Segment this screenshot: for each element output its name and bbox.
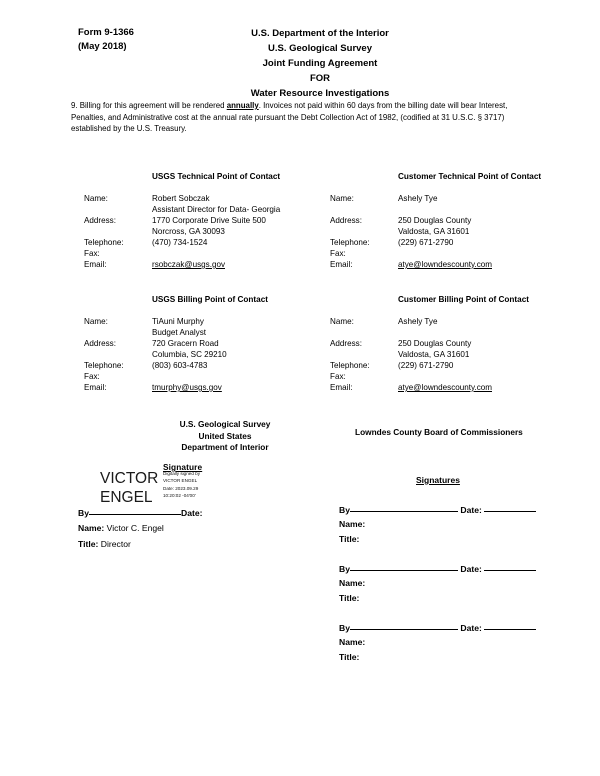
label-email: Email: xyxy=(84,383,107,392)
contact-row-name-secondary xyxy=(330,204,580,215)
label-fax: Fax: xyxy=(84,249,100,258)
customer-billing-address-line-2: Valdosta, GA 31601 xyxy=(398,350,470,359)
customer-billing-name: Ashely Tye xyxy=(398,317,438,326)
customer-billing-telephone: (229) 671-2790 xyxy=(398,361,454,370)
customer-technical-address-line-2: Valdosta, GA 31601 xyxy=(398,227,470,236)
billing-emphasis-annually: annually xyxy=(226,101,259,110)
contact-row-address xyxy=(330,338,580,349)
usgs-signer-name-line xyxy=(78,523,164,533)
contact-row-fax xyxy=(84,248,334,259)
contact-row-email xyxy=(330,382,580,393)
signature-title-row: Title: xyxy=(339,593,360,603)
usgs-billing-name: TiAuni Murphy xyxy=(152,317,204,326)
contact-row-telephone xyxy=(84,237,334,248)
usgs-signature-by-line xyxy=(78,508,203,518)
usgs-signer-title-line xyxy=(78,539,131,549)
customer-org-heading: Lowndes County Board of Commissioners xyxy=(355,427,523,437)
signature-name-row: Name: xyxy=(339,519,366,529)
customer-technical-contact-block xyxy=(330,171,580,270)
signature-title-row: Title: xyxy=(339,652,360,662)
label-address: Address: xyxy=(330,339,362,348)
label-name: Name: xyxy=(84,194,108,203)
contact-row-address-2 xyxy=(330,349,580,360)
contact-row-address-2 xyxy=(84,226,334,237)
contact-row-address-2 xyxy=(330,226,580,237)
customer-billing-email-link[interactable]: atye@lowndescounty.com xyxy=(398,383,492,392)
label-telephone: Telephone: xyxy=(84,238,124,247)
form-date: (May 2018) xyxy=(78,41,127,52)
customer-billing-contact-block xyxy=(330,294,580,393)
label-telephone: Telephone: xyxy=(84,361,124,370)
label-date: Date: xyxy=(181,508,203,518)
customer-billing-contact-heading: Customer Billing Point of Contact xyxy=(398,295,529,304)
usgs-technical-address-line-2: Norcross, GA 30093 xyxy=(152,227,225,236)
date-rule[interactable] xyxy=(484,511,536,512)
contact-row-name-secondary xyxy=(84,327,334,338)
usgs-org-heading xyxy=(140,419,310,454)
label-by: By xyxy=(339,623,350,633)
signature-heading: Signature xyxy=(163,462,203,472)
contact-row-name xyxy=(330,193,580,204)
billing-text-part-1: 9. Billing for this agreement will be rendered xyxy=(71,101,227,110)
customer-signature-block-3 xyxy=(339,622,569,665)
usgs-org-line-2: United States xyxy=(198,430,252,441)
label-email: Email: xyxy=(330,260,353,269)
customer-technical-address-line-1: 250 Douglas County xyxy=(398,216,472,225)
label-date: Date: xyxy=(460,623,482,633)
signature-name-row: Name: xyxy=(339,637,366,647)
label-title: Title: xyxy=(78,539,99,549)
usgs-signer-name-value: Victor C. Engel xyxy=(106,523,164,533)
contact-row-name-secondary xyxy=(84,204,334,215)
label-by: By xyxy=(339,505,350,515)
label-address: Address: xyxy=(84,339,116,348)
usgs-technical-title: Assistant Director for Data- Georgia xyxy=(152,205,281,214)
label-name: Name: xyxy=(84,317,108,326)
stamp-name-line-2: ENGEL xyxy=(100,489,153,506)
usgs-billing-title: Budget Analyst xyxy=(152,328,206,337)
label-email: Email: xyxy=(84,260,107,269)
contact-row-address-2 xyxy=(84,349,334,360)
digital-signature-stamp-metadata xyxy=(163,470,200,500)
signature-title-row: Title: xyxy=(339,534,360,544)
usgs-billing-contact-block xyxy=(84,294,334,393)
label-email: Email: xyxy=(330,383,353,392)
usgs-org-line-1: U.S. Geological Survey xyxy=(179,419,271,429)
signature-rule[interactable] xyxy=(350,629,458,630)
signature-by-row xyxy=(339,622,569,635)
label-fax: Fax: xyxy=(330,372,346,381)
contact-row-telephone xyxy=(330,360,580,371)
usgs-billing-email-link[interactable]: tmurphy@usgs.gov xyxy=(152,383,222,392)
label-by: By xyxy=(78,508,89,518)
contact-row-address xyxy=(330,215,580,226)
label-fax: Fax: xyxy=(84,372,100,381)
usgs-technical-contact-block xyxy=(84,171,334,270)
stamp-meta-line-4: 10:20:02 -04'00' xyxy=(163,493,196,499)
contact-row-address xyxy=(84,215,334,226)
stamp-name-line-1: VICTOR xyxy=(100,470,159,487)
signature-by-row xyxy=(339,563,569,576)
contact-row-name xyxy=(84,193,334,204)
contact-row-fax xyxy=(330,248,580,259)
label-date: Date: xyxy=(460,505,482,515)
contact-row-name xyxy=(84,316,334,327)
signature-name-row: Name: xyxy=(339,578,366,588)
contact-row-telephone xyxy=(330,237,580,248)
contact-row-telephone xyxy=(84,360,334,371)
stamp-meta-line-1: Digitally signed by xyxy=(163,471,201,476)
signature-rule[interactable] xyxy=(350,570,458,571)
title-line-5: Water Resource Investigations xyxy=(250,88,390,99)
customer-technical-contact-heading: Customer Technical Point of Contact xyxy=(398,172,542,181)
usgs-billing-telephone: (803) 603-4783 xyxy=(152,361,208,370)
date-rule[interactable] xyxy=(484,570,536,571)
label-name: Name: xyxy=(330,317,354,326)
usgs-org-line-3: Department of Interior xyxy=(181,442,269,452)
customer-technical-email-link[interactable]: atye@lowndescounty.com xyxy=(398,260,492,269)
signature-rule[interactable] xyxy=(350,511,458,512)
usgs-technical-contact-heading: USGS Technical Point of Contact xyxy=(152,172,281,181)
usgs-technical-telephone: (470) 734-1524 xyxy=(152,238,208,247)
billing-text-part-2: . Invoices not paid within 60 days from the billing date will bear Interest, Penalties, and Administrative cost at the annual rate pursuant the Debt Collection Act of 1982, (codified at 31 U.S.C. § 3717) established by the U.S. Treasury. xyxy=(71,101,508,134)
contact-row-email xyxy=(330,259,580,270)
date-rule[interactable] xyxy=(484,629,536,630)
label-address: Address: xyxy=(330,216,362,225)
label-address: Address: xyxy=(84,216,116,225)
usgs-technical-email-link[interactable]: rsobczak@usgs.gov xyxy=(152,260,225,269)
stamp-meta-line-2: VICTOR ENGEL xyxy=(163,478,198,484)
billing-clause xyxy=(71,100,532,135)
title-line-3: Joint Funding Agreement xyxy=(262,58,378,69)
stamp-meta-line-3: Date: 2023.09.29 xyxy=(163,485,199,491)
usgs-signer-title-value: Director xyxy=(100,539,131,549)
contact-row-name-secondary xyxy=(330,327,580,338)
usgs-billing-address-line-2: Columbia, SC 29210 xyxy=(152,350,227,359)
contact-row-fax xyxy=(330,371,580,382)
contact-row-name xyxy=(330,316,580,327)
label-fax: Fax: xyxy=(330,249,346,258)
form-number: Form 9-1366 xyxy=(78,27,134,38)
customer-billing-address-line-1: 250 Douglas County xyxy=(398,339,472,348)
customer-signature-block-1 xyxy=(339,504,569,547)
form-identifier xyxy=(78,26,134,54)
customer-signature-block-2 xyxy=(339,563,569,606)
label-telephone: Telephone: xyxy=(330,238,370,247)
customer-technical-telephone: (229) 671-2790 xyxy=(398,238,454,247)
contact-row-email xyxy=(84,382,334,393)
title-line-2: U.S. Geological Survey xyxy=(267,43,372,54)
label-by: By xyxy=(339,564,350,574)
usgs-billing-contact-heading: USGS Billing Point of Contact xyxy=(152,295,268,304)
label-name: Name: xyxy=(78,523,105,533)
usgs-billing-address-line-1: 720 Gracern Road xyxy=(152,339,219,348)
page-title xyxy=(150,26,490,101)
label-date: Date: xyxy=(460,564,482,574)
digital-signature-stamp-name xyxy=(100,469,158,507)
label-telephone: Telephone: xyxy=(330,361,370,370)
contact-row-address xyxy=(84,338,334,349)
customer-technical-name: Ashely Tye xyxy=(398,194,438,203)
usgs-technical-address-line-1: 1770 Corporate Drive Suite 500 xyxy=(152,216,266,225)
title-line-1: U.S. Department of the Interior xyxy=(251,28,389,39)
label-name: Name: xyxy=(330,194,354,203)
usgs-technical-name: Robert Sobczak xyxy=(152,194,210,203)
signatures-heading: Signatures xyxy=(416,475,460,485)
signature-by-row xyxy=(339,504,569,517)
contact-row-fax xyxy=(84,371,334,382)
title-line-4: FOR xyxy=(309,73,331,84)
signature-rule[interactable] xyxy=(89,514,181,515)
contact-row-email xyxy=(84,259,334,270)
